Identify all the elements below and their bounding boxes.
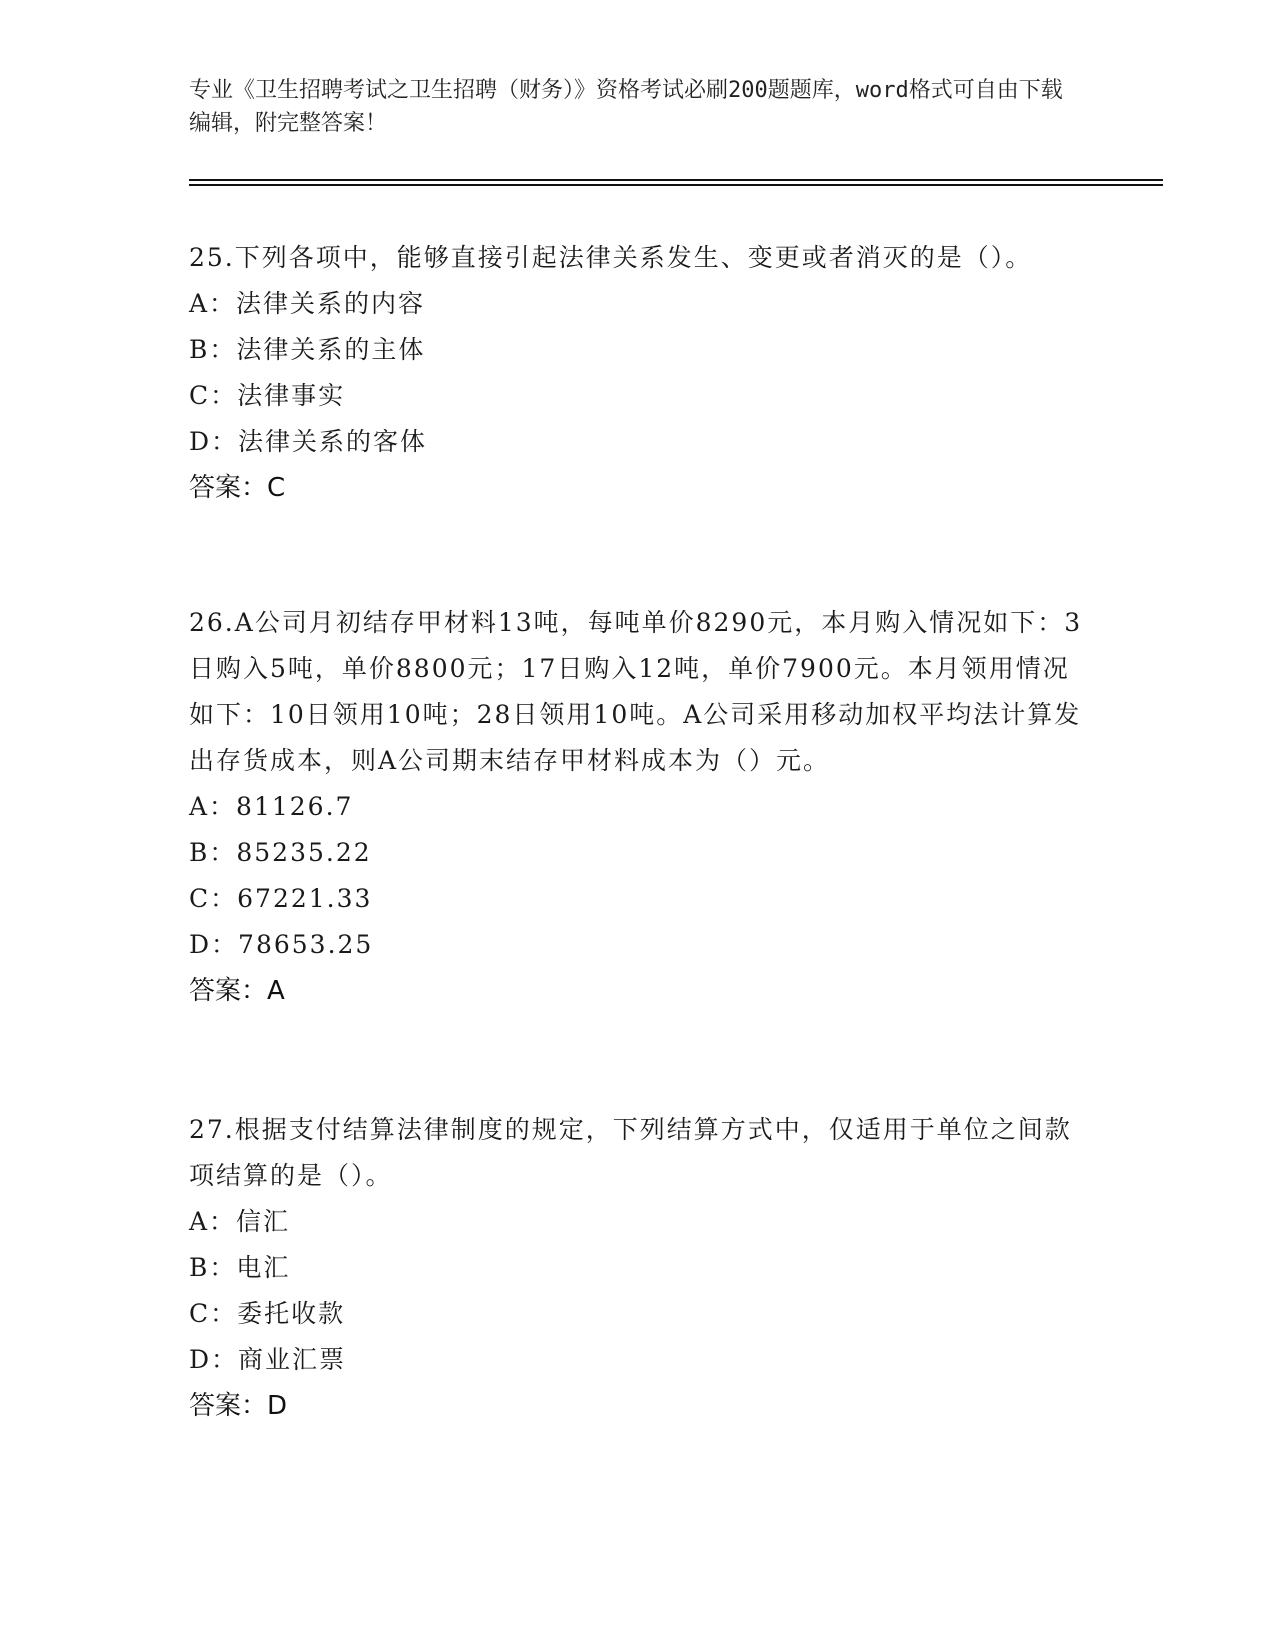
question-25 [189,235,1084,511]
option-b: B：电汇 [189,1253,291,1282]
option-c: C：67221.33 [189,884,373,913]
option-b: B：法律关系的主体 [189,335,426,364]
question-26 [189,600,1084,1014]
option-c: C：法律事实 [189,381,346,410]
option-a: A：法律关系的内容 [189,289,426,318]
document-header: 专业《卫生招聘考试之卫生招聘（财务）》资格考试必刷200题题库，word格式可自由下载编辑，附完整答案！ [189,78,1063,136]
question-text: 26.A公司月初结存甲材料13吨，每吨单价8290元，本月购入情况如下：3日购入5吨，单价8800元；17日购入12吨，单价7900元。本月领用情况如下：10日领用10吨；28日领用10吨。A公司采用移动加权平均法计算发出存货成本，则A公司期末结存甲材料成本为（）元。 [189,608,1083,775]
question-27 [189,1107,1084,1429]
answer-label: 答案：A [189,976,285,1006]
option-a: A：81126.7 [189,792,354,821]
header-divider-bottom [189,184,1163,186]
question-text: 27.根据支付结算法律制度的规定，下列结算方式中，仅适用于单位之间款项结算的是（）。 [189,1115,1072,1190]
answer-label: 答案：D [189,1391,288,1421]
option-d: D：商业汇票 [189,1345,347,1374]
option-c: C：委托收款 [189,1299,346,1328]
question-text: 25.下列各项中，能够直接引起法律关系发生、变更或者消灭的是（）。 [189,243,1033,272]
option-d: D：法律关系的客体 [189,427,428,456]
option-a: A：信汇 [189,1207,291,1236]
option-b: B：85235.22 [189,838,372,867]
header-divider-top [189,179,1163,181]
option-d: D：78653.25 [189,930,374,959]
answer-label: 答案：C [189,473,286,503]
